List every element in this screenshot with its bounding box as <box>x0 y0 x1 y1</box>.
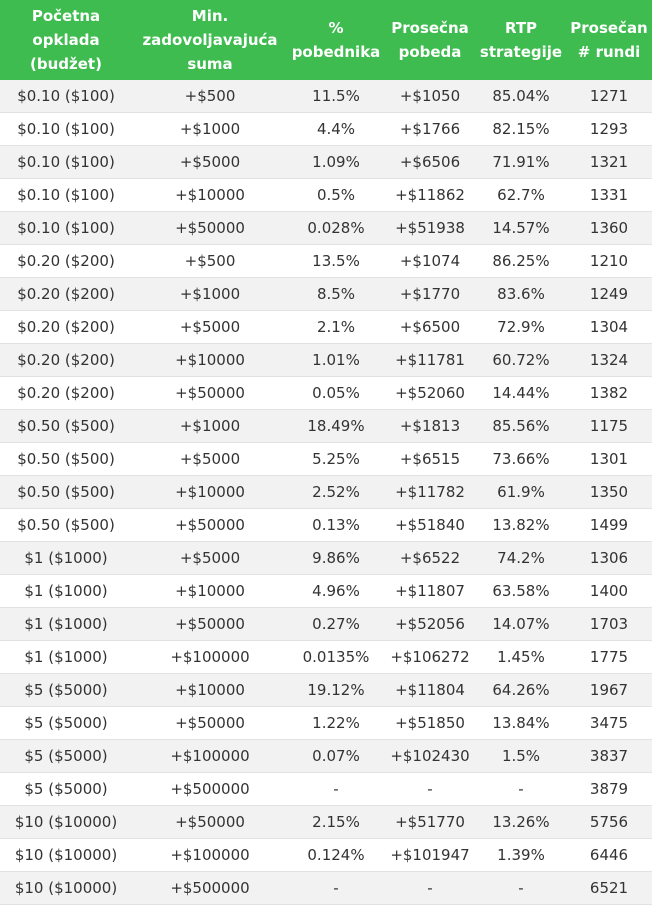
header-initial-bet: Početna opklada (budžet) <box>0 0 132 80</box>
cell-min-target: +$10000 <box>132 179 288 212</box>
cell-min-target: +$50000 <box>132 212 288 245</box>
cell-initial-bet: $0.20 ($200) <box>0 377 132 410</box>
table-row <box>0 839 652 872</box>
table-row <box>0 740 652 773</box>
cell-avg-win: +$11807 <box>384 575 476 608</box>
cell-avg-rounds: 1271 <box>566 80 652 113</box>
cell-rtp: 1.5% <box>476 740 566 773</box>
cell-avg-win: +$11782 <box>384 476 476 509</box>
cell-win-percent: 2.15% <box>288 806 384 839</box>
table-row <box>0 542 652 575</box>
cell-initial-bet: $0.10 ($100) <box>0 146 132 179</box>
cell-rtp: 13.84% <box>476 707 566 740</box>
cell-avg-win: +$106272 <box>384 641 476 674</box>
cell-avg-rounds: 1293 <box>566 113 652 146</box>
cell-min-target: +$500000 <box>132 872 288 905</box>
cell-win-percent: 8.5% <box>288 278 384 311</box>
cell-avg-win: +$11862 <box>384 179 476 212</box>
cell-min-target: +$10000 <box>132 674 288 707</box>
table-row <box>0 608 652 641</box>
cell-rtp: 14.57% <box>476 212 566 245</box>
header-avg-win: Prosečna pobeda <box>384 0 476 80</box>
cell-min-target: +$10000 <box>132 476 288 509</box>
cell-min-target: +$50000 <box>132 509 288 542</box>
cell-initial-bet: $1 ($1000) <box>0 608 132 641</box>
header-win-percent: % pobednika <box>288 0 384 80</box>
cell-avg-rounds: 1175 <box>566 410 652 443</box>
table-row <box>0 245 652 278</box>
cell-min-target: +$10000 <box>132 575 288 608</box>
cell-initial-bet: $0.50 ($500) <box>0 509 132 542</box>
cell-min-target: +$500000 <box>132 773 288 806</box>
cell-initial-bet: $5 ($5000) <box>0 740 132 773</box>
cell-rtp: 86.25% <box>476 245 566 278</box>
cell-avg-rounds: 3837 <box>566 740 652 773</box>
cell-avg-win: +$6522 <box>384 542 476 575</box>
table-row <box>0 179 652 212</box>
cell-initial-bet: $10 ($10000) <box>0 806 132 839</box>
table-row <box>0 278 652 311</box>
cell-win-percent: 5.25% <box>288 443 384 476</box>
cell-avg-win: +$52056 <box>384 608 476 641</box>
cell-avg-rounds: 1321 <box>566 146 652 179</box>
cell-avg-rounds: 1360 <box>566 212 652 245</box>
cell-win-percent: 0.07% <box>288 740 384 773</box>
cell-min-target: +$50000 <box>132 608 288 641</box>
cell-rtp: 1.45% <box>476 641 566 674</box>
cell-rtp: 73.66% <box>476 443 566 476</box>
cell-avg-rounds: 3475 <box>566 707 652 740</box>
cell-win-percent: 4.4% <box>288 113 384 146</box>
cell-min-target: +$10000 <box>132 344 288 377</box>
cell-initial-bet: $5 ($5000) <box>0 707 132 740</box>
cell-rtp: 85.04% <box>476 80 566 113</box>
cell-min-target: +$50000 <box>132 806 288 839</box>
cell-rtp: 60.72% <box>476 344 566 377</box>
cell-win-percent: 0.13% <box>288 509 384 542</box>
cell-initial-bet: $0.10 ($100) <box>0 80 132 113</box>
cell-avg-win: +$52060 <box>384 377 476 410</box>
cell-initial-bet: $10 ($10000) <box>0 872 132 905</box>
cell-rtp: 14.44% <box>476 377 566 410</box>
cell-win-percent: 2.52% <box>288 476 384 509</box>
cell-avg-rounds: 6446 <box>566 839 652 872</box>
cell-min-target: +$5000 <box>132 311 288 344</box>
cell-initial-bet: $1 ($1000) <box>0 641 132 674</box>
cell-rtp: 82.15% <box>476 113 566 146</box>
table-row <box>0 641 652 674</box>
table-row <box>0 146 652 179</box>
table-row <box>0 212 652 245</box>
cell-initial-bet: $1 ($1000) <box>0 575 132 608</box>
cell-win-percent: 13.5% <box>288 245 384 278</box>
table-row <box>0 575 652 608</box>
cell-rtp: 72.9% <box>476 311 566 344</box>
cell-avg-win: +$6500 <box>384 311 476 344</box>
cell-min-target: +$500 <box>132 245 288 278</box>
cell-avg-win: +$1813 <box>384 410 476 443</box>
cell-min-target: +$1000 <box>132 113 288 146</box>
cell-avg-win: +$11781 <box>384 344 476 377</box>
cell-win-percent: 0.27% <box>288 608 384 641</box>
cell-avg-rounds: 6521 <box>566 872 652 905</box>
cell-initial-bet: $5 ($5000) <box>0 674 132 707</box>
cell-rtp: 74.2% <box>476 542 566 575</box>
cell-win-percent: 1.09% <box>288 146 384 179</box>
cell-avg-win: - <box>384 872 476 905</box>
cell-avg-win: +$101947 <box>384 839 476 872</box>
cell-avg-win: +$6515 <box>384 443 476 476</box>
cell-rtp: 1.39% <box>476 839 566 872</box>
table-row <box>0 311 652 344</box>
cell-avg-rounds: 1967 <box>566 674 652 707</box>
cell-min-target: +$5000 <box>132 542 288 575</box>
table-row <box>0 674 652 707</box>
cell-win-percent: 9.86% <box>288 542 384 575</box>
header-row <box>0 0 652 80</box>
header-rtp: RTP strategije <box>476 0 566 80</box>
cell-rtp: 14.07% <box>476 608 566 641</box>
cell-win-percent: 1.22% <box>288 707 384 740</box>
cell-rtp: 64.26% <box>476 674 566 707</box>
cell-avg-rounds: 1499 <box>566 509 652 542</box>
cell-win-percent: 4.96% <box>288 575 384 608</box>
cell-win-percent: 19.12% <box>288 674 384 707</box>
table-row <box>0 113 652 146</box>
cell-min-target: +$500 <box>132 80 288 113</box>
cell-win-percent: - <box>288 872 384 905</box>
cell-min-target: +$100000 <box>132 740 288 773</box>
cell-win-percent: 0.05% <box>288 377 384 410</box>
cell-avg-rounds: 1382 <box>566 377 652 410</box>
table-header <box>0 0 652 80</box>
cell-initial-bet: $5 ($5000) <box>0 773 132 806</box>
cell-win-percent: 1.01% <box>288 344 384 377</box>
cell-rtp: 13.26% <box>476 806 566 839</box>
table-row <box>0 806 652 839</box>
cell-avg-win: +$6506 <box>384 146 476 179</box>
cell-initial-bet: $0.10 ($100) <box>0 179 132 212</box>
cell-avg-win: +$51840 <box>384 509 476 542</box>
cell-min-target: +$1000 <box>132 278 288 311</box>
table-row <box>0 773 652 806</box>
cell-initial-bet: $0.20 ($200) <box>0 311 132 344</box>
cell-win-percent: 0.0135% <box>288 641 384 674</box>
cell-avg-rounds: 1331 <box>566 179 652 212</box>
cell-min-target: +$5000 <box>132 146 288 179</box>
cell-rtp: - <box>476 773 566 806</box>
cell-initial-bet: $0.20 ($200) <box>0 344 132 377</box>
cell-rtp: 63.58% <box>476 575 566 608</box>
header-avg-rounds: Prosečan # rundi <box>566 0 652 80</box>
cell-avg-win: +$11804 <box>384 674 476 707</box>
cell-avg-rounds: 1775 <box>566 641 652 674</box>
table-body <box>0 80 652 905</box>
cell-min-target: +$1000 <box>132 410 288 443</box>
cell-min-target: +$100000 <box>132 839 288 872</box>
cell-initial-bet: $0.50 ($500) <box>0 410 132 443</box>
cell-rtp: 71.91% <box>476 146 566 179</box>
cell-avg-win: +$102430 <box>384 740 476 773</box>
cell-avg-rounds: 3879 <box>566 773 652 806</box>
cell-rtp: 85.56% <box>476 410 566 443</box>
cell-win-percent: 18.49% <box>288 410 384 443</box>
cell-initial-bet: $1 ($1000) <box>0 542 132 575</box>
cell-avg-rounds: 1304 <box>566 311 652 344</box>
table-row <box>0 377 652 410</box>
cell-min-target: +$50000 <box>132 707 288 740</box>
cell-rtp: 61.9% <box>476 476 566 509</box>
table-row <box>0 509 652 542</box>
cell-avg-rounds: 1306 <box>566 542 652 575</box>
cell-avg-win: +$51938 <box>384 212 476 245</box>
cell-win-percent: 0.028% <box>288 212 384 245</box>
cell-avg-rounds: 1324 <box>566 344 652 377</box>
cell-avg-rounds: 1210 <box>566 245 652 278</box>
cell-initial-bet: $10 ($10000) <box>0 839 132 872</box>
cell-avg-win: +$1074 <box>384 245 476 278</box>
cell-avg-rounds: 1400 <box>566 575 652 608</box>
cell-min-target: +$5000 <box>132 443 288 476</box>
cell-initial-bet: $0.10 ($100) <box>0 113 132 146</box>
cell-avg-win: +$51770 <box>384 806 476 839</box>
table-row <box>0 80 652 113</box>
cell-avg-rounds: 1249 <box>566 278 652 311</box>
cell-avg-rounds: 5756 <box>566 806 652 839</box>
cell-avg-rounds: 1703 <box>566 608 652 641</box>
cell-initial-bet: $0.20 ($200) <box>0 278 132 311</box>
cell-initial-bet: $0.20 ($200) <box>0 245 132 278</box>
cell-win-percent: 2.1% <box>288 311 384 344</box>
header-min-target: Min. zadovoljavajuća suma <box>132 0 288 80</box>
cell-rtp: 83.6% <box>476 278 566 311</box>
cell-initial-bet: $0.50 ($500) <box>0 443 132 476</box>
cell-min-target: +$100000 <box>132 641 288 674</box>
cell-rtp: - <box>476 872 566 905</box>
cell-initial-bet: $0.50 ($500) <box>0 476 132 509</box>
table-row <box>0 344 652 377</box>
table-row <box>0 410 652 443</box>
cell-avg-win: - <box>384 773 476 806</box>
cell-win-percent: 0.124% <box>288 839 384 872</box>
cell-win-percent: - <box>288 773 384 806</box>
table-row <box>0 443 652 476</box>
cell-avg-win: +$1766 <box>384 113 476 146</box>
cell-avg-rounds: 1301 <box>566 443 652 476</box>
cell-avg-win: +$51850 <box>384 707 476 740</box>
cell-initial-bet: $0.10 ($100) <box>0 212 132 245</box>
cell-win-percent: 0.5% <box>288 179 384 212</box>
cell-avg-win: +$1050 <box>384 80 476 113</box>
cell-avg-win: +$1770 <box>384 278 476 311</box>
cell-rtp: 13.82% <box>476 509 566 542</box>
cell-avg-rounds: 1350 <box>566 476 652 509</box>
table-row <box>0 707 652 740</box>
cell-win-percent: 11.5% <box>288 80 384 113</box>
table-row <box>0 476 652 509</box>
cell-rtp: 62.7% <box>476 179 566 212</box>
cell-min-target: +$50000 <box>132 377 288 410</box>
table-row <box>0 872 652 905</box>
